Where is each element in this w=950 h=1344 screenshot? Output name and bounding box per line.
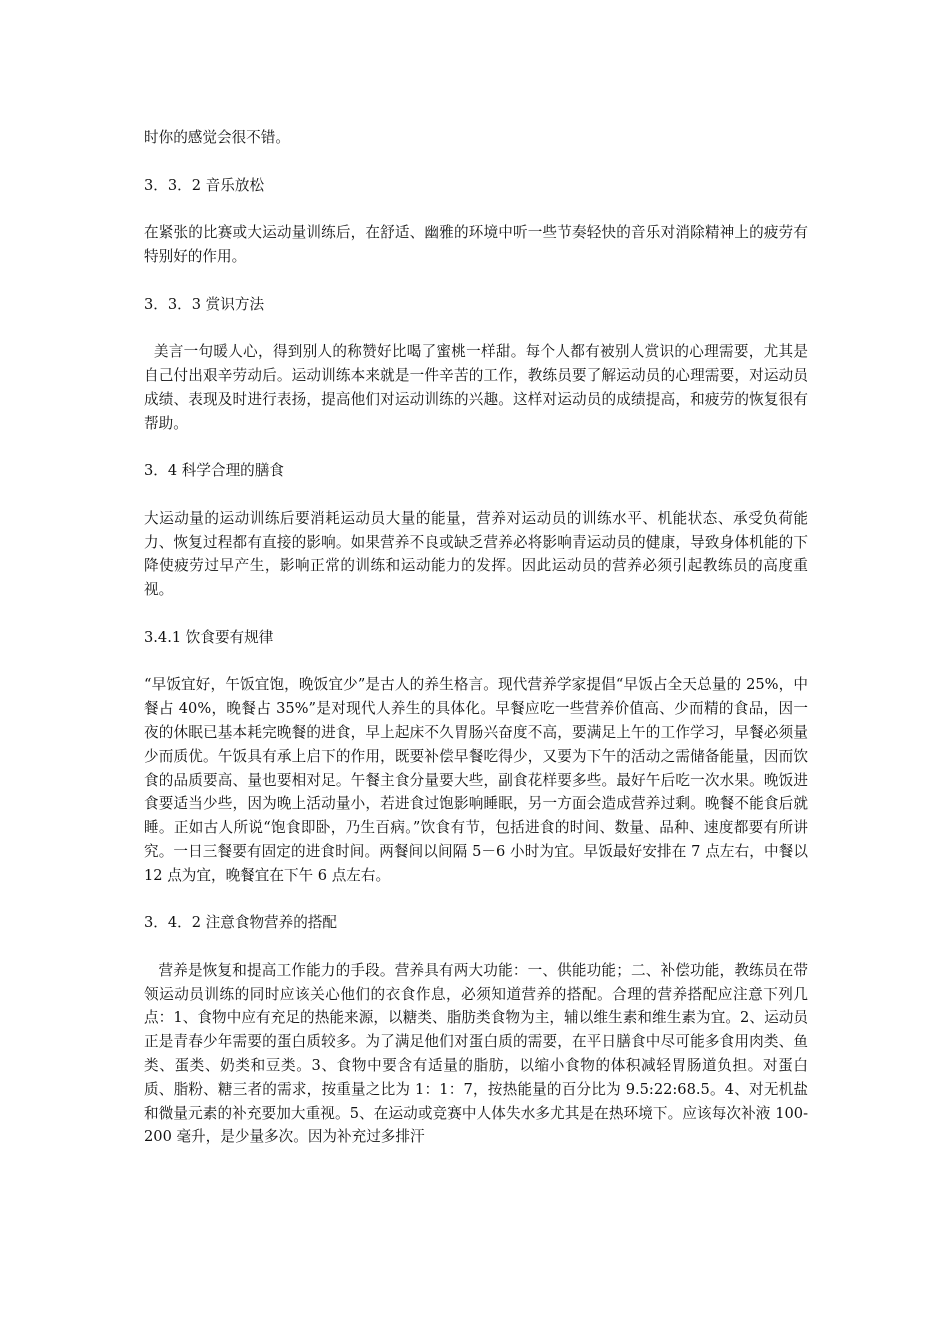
section-heading: 3．3．3 赏识方法 — [144, 295, 265, 313]
paragraph: 营养是恢复和提高工作能力的手段。营养具有两大功能：一、供能功能；二、补偿功能，教练员在带领运动员训练的同时应该关心他们的衣食作息，必须知道营养的搭配。合理的营养搭配应注意下列几点：1、食物中应有充足的热能来源，以糖类、脂肪类食物为主，辅以维生素和维生素为宜。2、运动员正是青春少年需要的蛋白质较多。为了满足他们对蛋白质的需要，在平日膳食中尽可能多食用肉类、鱼类、蛋类、奶类和豆类。3、食物中要含有适量的脂肪，以缩小食物的体积减轻胃肠道负担。对蛋白质、脂粉、糖三者的需求，按重量之比为 1：1：7，按热能量的百分比为 9.5:22:68.5。4、对无机盐和微量元素的补充要加大重视。5、在运动或竞赛中人体失水多尤其是在热环境下。应该每次补液 100-200 毫升，是少量多次。因为补充过多排汗 — [144, 961, 808, 1146]
section-heading: 3．4 科学合理的膳食 — [144, 462, 284, 480]
section-heading: 3．3．2 音乐放松 — [144, 176, 265, 194]
section-heading: 3.4.1 饮食要有规律 — [144, 628, 274, 646]
section-heading: 3．4．2 注意食物营养的搭配 — [144, 914, 338, 932]
paragraph: 美言一句暖人心，得到别人的称赞好比喝了蜜桃一样甜。每个人都有被别人赏识的心理需要，尤其是自己付出艰辛劳动后。运动训练本来就是一件辛苦的工作，教练员要了解运动员的心理需要，对运动员成绩、表现及时进行表扬，提高他们对运动训练的兴趣。这样对运动员的成绩提高，和疲劳的恢复很有帮助。 — [144, 343, 808, 432]
paragraph: “早饭宜好，午饭宜饱，晚饭宜少”是古人的养生格言。现代营养学家提倡“早饭占全天总量的 25%，中餐占 40%，晚餐占 35%”是对现代人养生的具体化。早餐应吃一些营养价值高、少而精的食品，因一夜的休眠已基本耗完晚餐的进食，早上起床不久胃肠兴奋度不高，要满足上午的工作学习，早餐必须量少而质优。午饭具有承上启下的作用，既要补偿早餐吃得少，又要为下午的活动之需储备能量，因而饮食的品质要高、量也要相对足。午餐主食分量要大些，副食花样要多些。最好午后吃一次水果。晚饭进食要适当少些，因为晚上活动量小，若进食过饱影响睡眠，另一方面会造成营养过剩。晚餐不能食后就睡。正如古人所说“饱食即卧，乃生百病。”饮食有节，包括进食的时间、数量、品种、速度都要有所讲究。一日三餐要有固定的进食时间。两餐间以间隔 5－6 小时为宜。早饭最好安排在 7 点左右，中餐以 12 点为宜，晚餐宜在下午 6 点左右。 — [144, 676, 808, 884]
document-page — [144, 126, 808, 1173]
paragraph: 大运动量的运动训练后要消耗运动员大量的能量，营养对运动员的训练水平、机能状态、承受负荷能力、恢复过程都有直接的影响。如果营养不良或缺乏营养必将影响青运动员的健康，导致身体机能的下降使疲劳过早产生，影响正常的训练和运动能力的发挥。因此运动员的营养必须引起教练员的高度重视。 — [144, 509, 808, 599]
paragraph: 在紧张的比赛或大运动量训练后，在舒适、幽雅的环境中听一些节奏轻快的音乐对消除精神上的疲劳有特别好的作用。 — [144, 224, 808, 265]
paragraph: 时你的感觉会很不错。 — [144, 129, 290, 146]
